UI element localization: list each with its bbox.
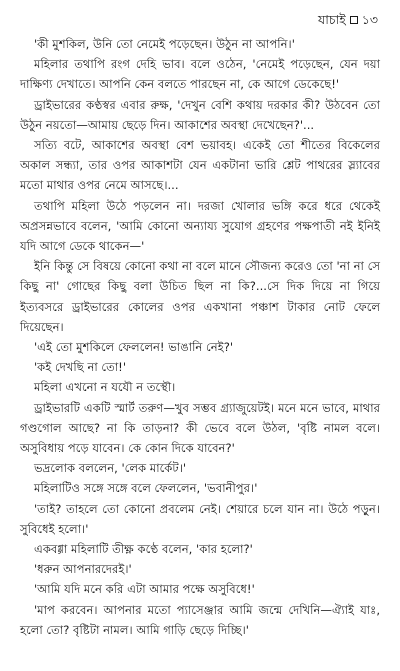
page-body (20, 34, 380, 640)
paragraph: সত্যি বটে, আকাশের অবস্থা বেশ ভয়াবহ। একেই তো শীতের বিকেলের অকাল সন্ধ্যা, তার ওপর আকাশটা যেন একটানা ভারি শ্লেট পাথরের স্ল্যাবের মতো মাথার ওপর নেমে আসছে।... (20, 138, 380, 193)
paragraph: মহিলা এখনো ন যযৌ ন তস্থৌ। (34, 380, 176, 395)
paragraph: 'তাই? তাহলে তো কোনো প্রবলেম নেই। শেয়ারে চলে যান না। উঠে পড়ুন। সুবিধেই হলো।' (20, 501, 380, 536)
paragraph: 'মাপ করবেন। আপনার মতো প্যাসেঞ্জার আমি জন্মে দেখিনি—ঐ্যাই যাঃ, হলো তো? বৃষ্টিটা নামল। আমি গাড়ি ছেড়ে দিচ্ছি।' (20, 602, 380, 637)
paragraph: ড্রাইভারটি একটি স্মার্ট তরুণ—খুব সম্ভব গ্র্যাজুয়েটই। মনে মনে ভাবে, মাথার গণ্ডগোল আছে? না কি তাড়না? কী ভেবে বলে উঠল, 'বৃষ্টি নামল বলে। অসুবিধায় পড়ে যাবেন। কে কোন দিকে যাবেন?' (20, 400, 380, 456)
paragraph: 'ধরুন আপনারদেরই।' (34, 562, 132, 577)
running-head (20, 12, 380, 28)
paragraph: ইনি কিন্তু সে বিষয়ে কোনো কথা না বলে মানে সৌজন্য করেও তো 'না না সে কিছু না' গোছের কিছু বলা উচিত ছিল না কি?...সে দিক দিয়ে না গিয়ে ইত্যবসরে ড্রাইভারের কোলের ওপর একখানা পঞ্চাশ টাকার নোট ফেলে দিয়েছেন। (20, 259, 380, 334)
paragraph: একবগ্গা মহিলাটি তীক্ষ্ণ কণ্ঠে বলেন, 'কার হলো?' (34, 542, 253, 557)
running-head-title: যাচাই (318, 12, 346, 27)
paragraph: 'কী মুশকিল, উনি তো নেমেই পড়েছেন। উঠুন না আপনি।' (34, 37, 295, 51)
paragraph: 'আমি যদি মনে করি এটা আমার পক্ষে অসুবিধে!' (34, 582, 255, 597)
page-number: ১৩ (361, 12, 378, 27)
paragraph: তথাপি মহিলা উঠে পড়লেন না। দরজা খোলার ভঙ্গি করে ধরে থেকেই অপ্রসন্নভাবে বলেন, 'আমি কোনো অন্যায্য সুযোগ গ্রহণের পক্ষপাতী নই ইনিই যদি আগে ডেকে থাকেন—' (20, 198, 380, 254)
paragraph: 'এই তো মুশকিলে ফেললেন! ভাঙানি নেই?' (34, 340, 234, 355)
square-ornament-icon (350, 16, 358, 24)
paragraph: মহিলার তথাপি রংগ দেহি ভাব। বলে ওঠেন, 'নেমেই পড়েছেন, যেন দয়া দাক্ষিণ্য দেখাতে। আপনি কেন বলতে পারছেন না, কে আগে ডেকেছে!' (20, 57, 380, 92)
paragraph: ভদ্রলোক বললেন, 'লেক মার্কেট।' (34, 461, 187, 476)
paragraph: মহিলাটিও সঙ্গে সঙ্গে বলে ফেললেন, 'ভবানীপুর।' (34, 481, 258, 496)
paragraph: 'কই দেখছি না তো!' (34, 360, 127, 375)
paragraph: ড্রাইভারের কণ্ঠস্বর এবার রুক্ষ, 'দেখুন বেশি কথায় দরকার কী? উঠবেন তো উঠুন নয়তো—আমায় ছেড়ে দিন। আকাশের অবস্থা দেখেছেন?'... (20, 97, 380, 132)
